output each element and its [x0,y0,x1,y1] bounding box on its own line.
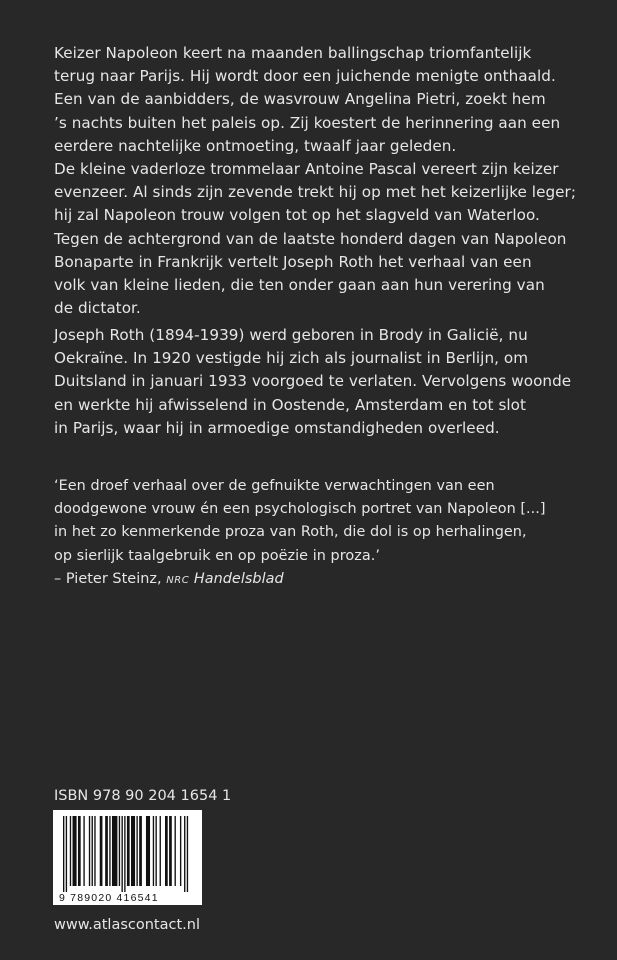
quote-line: op sierlijk taalgebruik en op poëzie in proza.’ [54,547,380,564]
attribution-paper-name: Handelsblad [193,570,284,587]
synopsis-line: De kleine vaderloze trommelaar Antoine Pascal vereert zijn keizer [54,160,559,179]
barcode-bar [78,816,81,886]
barcode-bar [155,816,156,886]
synopsis [54,42,577,320]
barcode-bar [66,816,67,892]
barcode-bar [124,816,125,892]
synopsis-line: Bonaparte in Frankrijk vertelt Joseph Roth het verhaal van een [54,252,532,271]
barcode-bar [109,816,110,886]
barcode-bar [63,816,64,892]
barcode-bar [165,816,168,886]
synopsis-line: volk van kleine lieden, die ten onder gaan aan hun verering van [54,276,545,295]
attribution-paper-prefix: NRC [166,574,190,586]
barcode-bar [112,816,117,886]
bio-line: Duitsland in januari 1933 voorgoed te verlaten. Vervolgens woonde [54,372,572,391]
author-bio [54,324,574,440]
barcode-bar [121,816,122,892]
synopsis-line: eerdere nachtelijke ontmoeting, twaalf jaar geleden. [54,136,457,155]
barcode-bar [94,816,95,886]
barcode-bar [169,816,172,886]
bio-line: Oekraïne. In 1920 vestigde hij zich als journalist in Berlijn, om [54,349,529,368]
quote-line: in het zo kenmerkende proza van Roth, die dol is op herhalingen, [54,524,527,541]
quote-line: ‘Een droef verhaal over de gefnuikte verwachtingen van een [54,478,495,494]
barcode-bar [105,816,108,886]
synopsis-line: Tegen de achtergrond van de laatste honderd dagen van Napoleon [54,229,567,248]
bio-line: en werkte hij afwisselend in Oostende, Amsterdam en tot slot [54,395,527,414]
barcode-bar [153,816,154,886]
synopsis-line: de dictator. [54,299,141,318]
barcode-bar [83,816,84,886]
barcode-bar [70,816,71,886]
synopsis-line: hij zal Napoleon trouw volgen tot op het slagveld van Waterloo. [54,206,540,225]
barcode [53,810,202,905]
synopsis-line: ’s nachts buiten het paleis op. Zij koestert de herinnering aan een [54,113,561,132]
barcode-bar [100,816,103,886]
barcode-bar [119,816,120,886]
bio-line: Joseph Roth (1894-1939) werd geboren in Brody in Galicië, nu [54,326,528,344]
barcode-bar [73,816,77,886]
barcode-digits: 9 789020 416541 [59,892,159,904]
barcode-bar [146,816,150,886]
quote-attribution [54,568,574,592]
synopsis-line: evenzeer. Al sinds zijn zevende trekt hij op met het keizerlijke leger; [54,183,577,202]
barcode-bar [127,816,130,886]
barcode-bar [92,816,93,886]
press-quote [54,475,574,592]
barcode-bar [187,816,188,892]
publisher-website[interactable]: www.atlascontact.nl [54,917,200,933]
barcode-bar [139,816,142,886]
barcode-bar [131,816,135,886]
barcode-bar [180,816,181,886]
barcode-bar [175,816,176,886]
synopsis-line: Keizer Napoleon keert na maanden ballingschap triomfantelijk [54,44,532,62]
barcode-bar [160,816,161,886]
barcode-bar [184,816,185,892]
synopsis-line: terug naar Parijs. Hij wordt door een juichende menigte onthaald. [54,67,556,86]
barcode-graphic [53,810,202,905]
synopsis-line: Een van de aanbidders, de wasvrouw Angelina Pietri, zoekt hem [54,90,546,109]
barcode-bar [89,816,90,886]
bio-line: in Parijs, waar hij in armoedige omstandigheden overleed. [54,418,500,437]
attribution-author: – Pieter Steinz, [54,570,162,587]
barcode-bar [136,816,137,886]
quote-line: doodgewone vrouw én een psychologisch portret van Napoleon [...] [54,501,546,518]
isbn-label: ISBN 978 90 204 1654 1 [54,788,232,804]
